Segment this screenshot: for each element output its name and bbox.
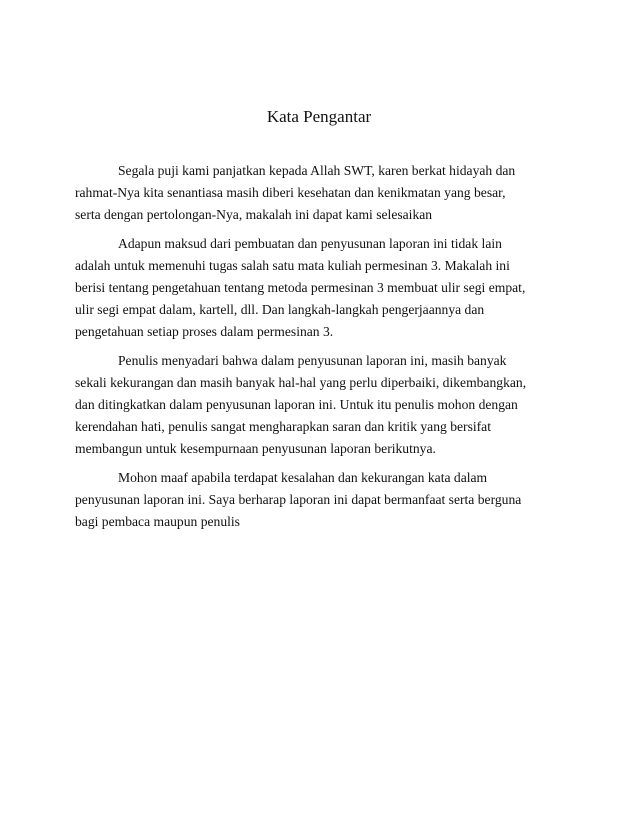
paragraph-line: serta dengan pertolongan-Nya, makalah ini dapat kami selesaikan bbox=[75, 206, 433, 222]
paragraph-2 bbox=[75, 233, 565, 342]
paragraph-line: kerendahan hati, penulis sangat mengharapkan saran dan kritik yang bersifat bbox=[75, 418, 491, 434]
paragraph-line: Segala puji kami panjatkan kepada Allah SWT, karen berkat hidayah dan bbox=[118, 163, 516, 178]
page-title: Kata Pengantar bbox=[266, 107, 372, 126]
paragraph-spacer bbox=[75, 225, 565, 233]
paragraph-3 bbox=[75, 350, 565, 459]
paragraph-line: berisi tentang pengetahuan tentang metoda permesinan 3 membuat ulir segi empat, bbox=[75, 279, 526, 295]
paragraph-spacer bbox=[75, 459, 565, 467]
paragraph-line: dan ditingkatkan dalam penyusunan laporan ini. Untuk itu penulis mohon dengan bbox=[75, 396, 518, 412]
paragraph-line: Adapun maksud dari pembuatan dan penyusunan laporan ini tidak lain bbox=[118, 236, 502, 252]
paragraph-line: ulir segi empat dalam, kartell, dll. Dan langkah-langkah pengerjaannya dan bbox=[75, 301, 485, 317]
paragraph-line: pengetahuan setiap proses dalam permesinan 3. bbox=[75, 323, 334, 339]
paragraph-4 bbox=[75, 467, 565, 532]
paragraph-line: bagi pembaca maupun penulis bbox=[75, 513, 240, 529]
paragraph-1 bbox=[75, 160, 565, 225]
paragraph-line: penyusunan laporan ini. Saya berharap laporan ini dapat bermanfaat serta berguna bbox=[75, 492, 522, 508]
paragraph-line: sekali kekurangan dan masih banyak hal-hal yang perlu diperbaiki, dikembangkan, bbox=[75, 375, 527, 391]
paragraph-line: rahmat-Nya kita senantiasa masih diberi kesehatan dan kenikmatan yang besar, bbox=[75, 184, 506, 200]
paragraph-line: Penulis menyadari bahwa dalam penyusunan laporan ini, masih banyak bbox=[118, 353, 507, 369]
paragraph-spacer bbox=[75, 342, 565, 350]
paragraph-line: adalah untuk memenuhi tugas salah satu mata kuliah permesinan 3. Makalah ini bbox=[75, 258, 510, 274]
paragraph-line: Mohon maaf apabila terdapat kesalahan dan kekurangan kata dalam bbox=[118, 470, 488, 486]
paragraph-line: membangun untuk kesempurnaan penyusunan laporan berikutnya. bbox=[75, 440, 436, 456]
document-body bbox=[75, 160, 565, 533]
